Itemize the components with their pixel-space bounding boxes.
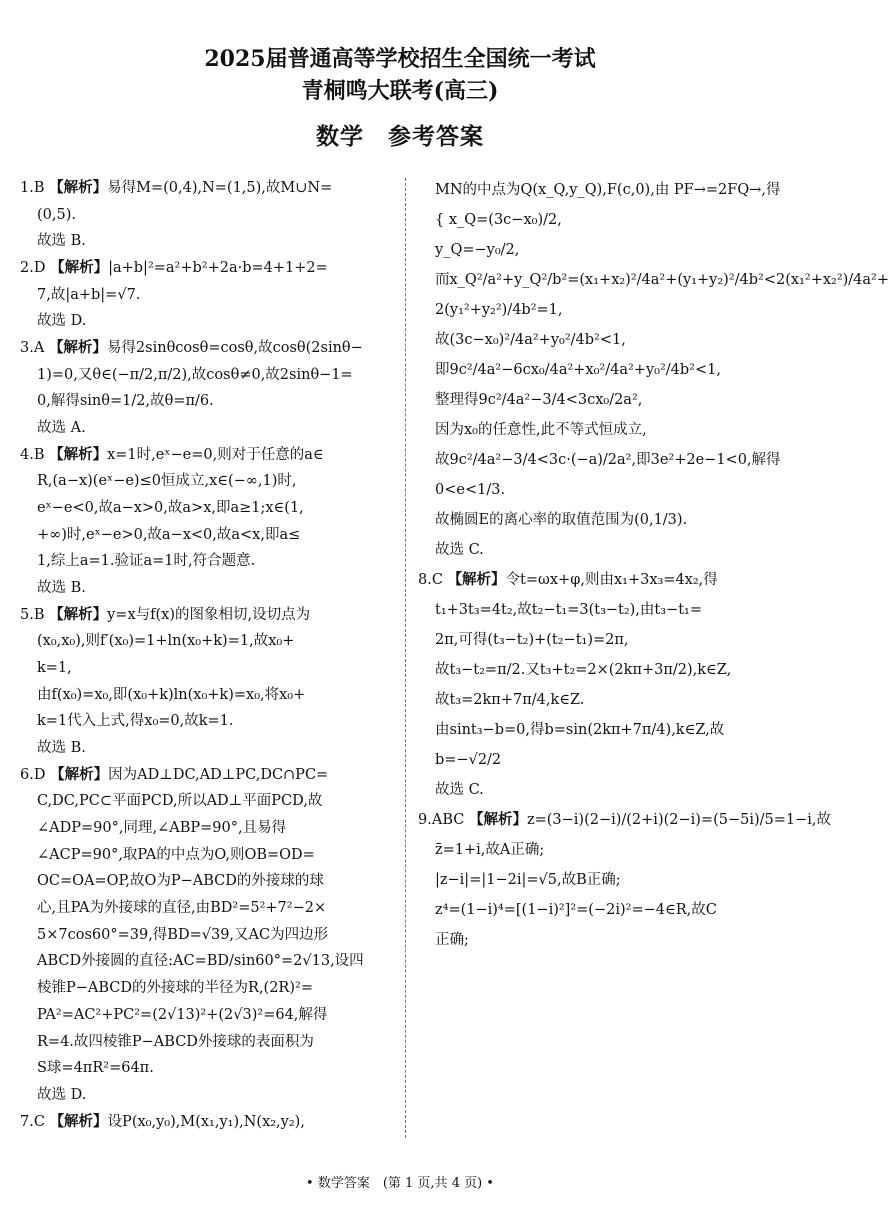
answer-text: 1)=0,又θ∈(−π/2,π/2),故cosθ≠0,故2sinθ−1=	[37, 366, 353, 383]
answer-text: 设P(x₀,y₀),M(x₁,y₁),N(x₂,y₂),	[107, 1113, 305, 1130]
answer-line	[418, 685, 784, 715]
answer-text: ABCD外接圆的直径:AC=BD/sin60°=2√13,设四	[37, 953, 364, 970]
answer-line	[20, 362, 398, 389]
answer-line	[20, 282, 398, 309]
answer-text: R,(a−x)(eˣ−e)≤0恒成立,x∈(−∞,1)时,	[37, 473, 297, 490]
column-divider	[405, 178, 406, 1138]
answer-text: PA²=AC²+PC²=(2√13)²+(2√3)²=64,解得	[37, 1006, 328, 1023]
answer-line	[20, 175, 398, 202]
answer-text: eˣ−e<0,故a−x>0,故a>x,即a≥1;x∈(1,	[37, 500, 304, 517]
answer-line	[20, 228, 398, 255]
analysis-tag: 【解析】	[49, 1112, 108, 1130]
answer-line	[418, 385, 784, 415]
question-answer: D	[33, 260, 51, 277]
answer-line	[418, 265, 889, 295]
answer-text: 故9c²/4a²−3/4<3c·(−a)/2a²,即3e²+2e−1<0,解得	[435, 452, 781, 468]
answer-text: 令t=ωx+φ,则由x₁+3x₃=4x₂,得	[505, 572, 718, 588]
answer-line	[20, 202, 398, 229]
question-answer: B	[33, 446, 50, 463]
analysis-tag: 【解析】	[49, 605, 108, 623]
question-number: 6.	[20, 766, 34, 783]
question-block	[20, 335, 398, 442]
answer-text: 1,综上a=1.验证a=1时,符合题意.	[37, 553, 256, 570]
answer-text: S球=4πR²=64π.	[37, 1060, 154, 1077]
answer-text: |z−i|=|1−2i|=√5,故B正确;	[435, 872, 621, 888]
answer-line	[418, 505, 784, 535]
question-answer: B	[33, 606, 50, 623]
question-block	[20, 442, 398, 602]
analysis-tag: 【解析】	[48, 339, 107, 357]
answer-text: C,DC,PC⊂平面PCD,所以AD⊥平面PCD,故	[37, 793, 323, 810]
answer-text: 因为AD⊥DC,AD⊥PC,DC∩PC=	[108, 766, 329, 783]
answer-line	[418, 805, 832, 835]
question-block	[418, 565, 784, 805]
exam-title: 2025届普通高等学校招生全国统一考试	[204, 46, 596, 72]
answer-line	[20, 388, 398, 415]
analysis-tag: 【解析】	[468, 811, 527, 828]
answer-line	[418, 295, 784, 325]
answer-line	[418, 475, 784, 505]
answer-text: |a+b|²=a²+b²+2a·b=4+1+2=	[108, 260, 328, 277]
answer-line	[20, 868, 398, 895]
answer-text: b=−√2/2	[435, 752, 502, 768]
answer-line	[418, 445, 784, 475]
answer-text: x=1时,eˣ−e=0,则对于任意的a∈	[107, 446, 324, 463]
answer-text: 因为x₀的任意性,此不等式恒成立,	[435, 422, 647, 438]
answer-text: 故选 C.	[435, 782, 484, 798]
answer-line	[20, 308, 398, 335]
answer-line	[418, 535, 784, 565]
answer-text: y=x与f(x)的图象相切,设切点为	[107, 606, 311, 623]
answer-text: 故(3c−x₀)²/4a²+y₀²/4b²<1,	[435, 332, 626, 348]
analysis-tag: 【解析】	[49, 445, 108, 463]
answer-text: ∠ACP=90°,取PA的中点为O,则OB=OD=	[37, 846, 315, 863]
answer-line	[20, 1029, 398, 1056]
question-number: 2.	[20, 260, 34, 277]
answer-text: OC=OA=OP,故O为P−ABCD的外接球的球	[37, 873, 324, 890]
answer-line	[20, 708, 398, 735]
answer-line	[20, 548, 398, 575]
analysis-tag: 【解析】	[49, 179, 108, 196]
answer-line	[418, 775, 784, 805]
page-heading: 数学 参考答案	[316, 123, 484, 150]
answer-line	[20, 842, 398, 869]
answer-line	[20, 788, 398, 815]
question-answer: B	[33, 180, 50, 196]
answer-line	[20, 815, 398, 842]
answer-text: 7,故|a+b|=√7.	[37, 286, 141, 303]
question-number: 9.	[418, 812, 432, 828]
analysis-tag: 【解析】	[50, 259, 109, 277]
answer-line	[20, 1109, 398, 1136]
answer-line	[20, 948, 398, 975]
answer-line	[418, 235, 784, 265]
answer-line	[20, 335, 398, 362]
answer-text: (0,5).	[37, 206, 76, 223]
question-number: 1.	[20, 180, 34, 196]
question-block	[20, 255, 398, 335]
answer-text: z=(3−i)(2−i)/(2+i)(2−i)=(5−5i)/5=1−i,故	[526, 812, 832, 828]
question-answer: A	[33, 340, 49, 357]
answer-line	[20, 735, 398, 762]
answer-text: 2(y₁²+y₂²)/4b²=1,	[435, 302, 563, 318]
answer-text: (x₀,x₀),则f′(x₀)=1+ln(x₀+k)=1,故x₀+	[37, 633, 295, 650]
answer-text: ∠ADP=90°,同理,∠ABP=90°,且易得	[37, 820, 287, 837]
question-number: 5.	[20, 606, 34, 623]
question-block	[20, 602, 398, 762]
answer-text: { x_Q=(3c−x₀)/2,	[435, 212, 562, 228]
question-number: 7.	[20, 1113, 34, 1130]
answer-line	[20, 468, 398, 495]
answer-text: 故选 D.	[37, 313, 87, 330]
question-answer: ABC	[431, 812, 469, 828]
answer-text: 0,解得sinθ=1/2,故θ=π/6.	[37, 393, 214, 410]
answer-text: 由f(x₀)=x₀,即(x₀+k)ln(x₀+k)=x₀,将x₀+	[37, 686, 306, 703]
answer-text: 棱锥P−ABCD的外接球的半径为R,(2R)²=	[37, 980, 313, 997]
answer-text: 易得M=(0,4),N=(1,5),故M∪N=	[107, 180, 333, 196]
analysis-tag: 【解析】	[50, 765, 109, 783]
answer-text: 心,且PA为外接球的直径,由BD²=5²+7²−2×	[37, 900, 327, 917]
answer-line	[20, 415, 398, 442]
answer-line	[418, 205, 784, 235]
question-block	[20, 175, 398, 255]
question-answer: C	[33, 1113, 50, 1130]
answer-line	[418, 655, 784, 685]
answer-text: 故选 D.	[37, 1086, 87, 1103]
answer-line	[418, 625, 784, 655]
answer-text: 由sint₃−b=0,得b=sin(2kπ+7π/4),k∈Z,故	[435, 722, 725, 738]
answer-line	[20, 602, 398, 629]
answer-text: z⁴=(1−i)⁴=[(1−i)²]²=(−2i)²=−4∈R,故C	[435, 902, 717, 918]
page-footer: • 数学答案 (第 1 页,共 4 页) •	[306, 1176, 494, 1191]
answer-text: MN的中点为Q(x_Q,y_Q),F(c,0),由 PF→=2FQ→,得	[435, 182, 781, 198]
answer-line	[418, 865, 784, 895]
answer-text: 故t₃−t₂=π/2.又t₃+t₂=2×(2kπ+3π/2),k∈Z,	[435, 662, 732, 678]
question-block	[20, 762, 398, 1109]
analysis-tag: 【解析】	[447, 571, 506, 588]
answer-text: 故选 B.	[37, 740, 86, 757]
answer-text: 故选 A.	[37, 420, 86, 437]
answer-line	[418, 565, 784, 595]
answer-line	[20, 1055, 398, 1082]
answer-text: 正确;	[435, 932, 469, 948]
answer-line	[20, 575, 398, 602]
answer-line	[20, 682, 398, 709]
answer-text: 故选 B.	[37, 580, 86, 597]
left-column	[20, 175, 398, 1135]
answer-line	[20, 522, 398, 549]
answer-text: 5×7cos60°=39,得BD=√39,又AC为四边形	[37, 926, 329, 943]
answer-text: 2π,可得(t₃−t₂)+(t₂−t₁)=2π,	[435, 632, 629, 648]
question-block	[418, 805, 832, 955]
answer-text: 即9c²/4a²−6cx₀/4a²+x₀²/4a²+y₀²/4b²<1,	[435, 362, 721, 378]
answer-text: k=1代入上式,得x₀=0,故k=1.	[37, 713, 234, 730]
answer-text: k=1,	[37, 660, 72, 677]
answer-text: 而x_Q²/a²+y_Q²/b²=(x₁+x₂)²/4a²+(y₁+y₂)²/4b²<2(x₁²+x₂²)/4a²+	[435, 272, 889, 288]
answer-text: t₁+3t₃=4t₂,故t₂−t₁=3(t₃−t₂),由t₃−t₁=	[435, 602, 703, 618]
question-number: 4.	[20, 446, 34, 463]
answer-line	[20, 922, 398, 949]
answer-text: 故选 B.	[37, 233, 86, 250]
question-block	[20, 1109, 398, 1136]
question-answer: D	[33, 766, 51, 783]
answer-line	[20, 628, 398, 655]
exam-subtitle: 青桐鸣大联考(高三)	[301, 78, 499, 104]
answer-line	[20, 255, 398, 282]
answer-text: 故椭圆E的离心率的取值范围为(0,1/3).	[435, 512, 688, 528]
answer-line	[20, 895, 398, 922]
answer-text: 整理得9c²/4a²−3/4<3cx₀/2a²,	[435, 392, 643, 408]
answer-line	[418, 925, 784, 955]
question-number: 3.	[20, 340, 34, 357]
right-column	[418, 175, 889, 955]
answer-line	[418, 895, 784, 925]
answer-text: 易得2sinθcosθ=cosθ,故cosθ(2sinθ−	[106, 340, 363, 357]
answer-text: 故选 C.	[435, 542, 484, 558]
answer-line	[418, 415, 784, 445]
answer-line	[418, 745, 784, 775]
answer-line	[418, 595, 784, 625]
answer-line	[418, 325, 784, 355]
answer-line	[20, 442, 398, 469]
answer-line	[418, 835, 784, 865]
answer-text: 0<e<1/3.	[435, 482, 506, 498]
answer-line	[20, 1002, 398, 1029]
question-block	[418, 175, 889, 565]
answer-line	[20, 1082, 398, 1109]
answer-line	[418, 355, 784, 385]
answer-line	[20, 495, 398, 522]
answer-line	[20, 655, 398, 682]
answer-text: 故t₃=2kπ+7π/4,k∈Z.	[435, 692, 585, 708]
answer-text: y_Q=−y₀/2,	[435, 242, 520, 258]
question-answer: C	[431, 572, 448, 588]
answer-line	[20, 975, 398, 1002]
answer-text: R=4.故四棱锥P−ABCD外接球的表面积为	[37, 1033, 314, 1050]
question-number: 8.	[418, 572, 432, 588]
answer-line	[418, 175, 784, 205]
answer-line	[418, 715, 784, 745]
answer-line	[20, 762, 398, 789]
answer-text: +∞)时,eˣ−e>0,故a−x<0,故a<x,即a≤	[37, 526, 301, 543]
answer-text: z̄=1+i,故A正确;	[435, 842, 545, 858]
